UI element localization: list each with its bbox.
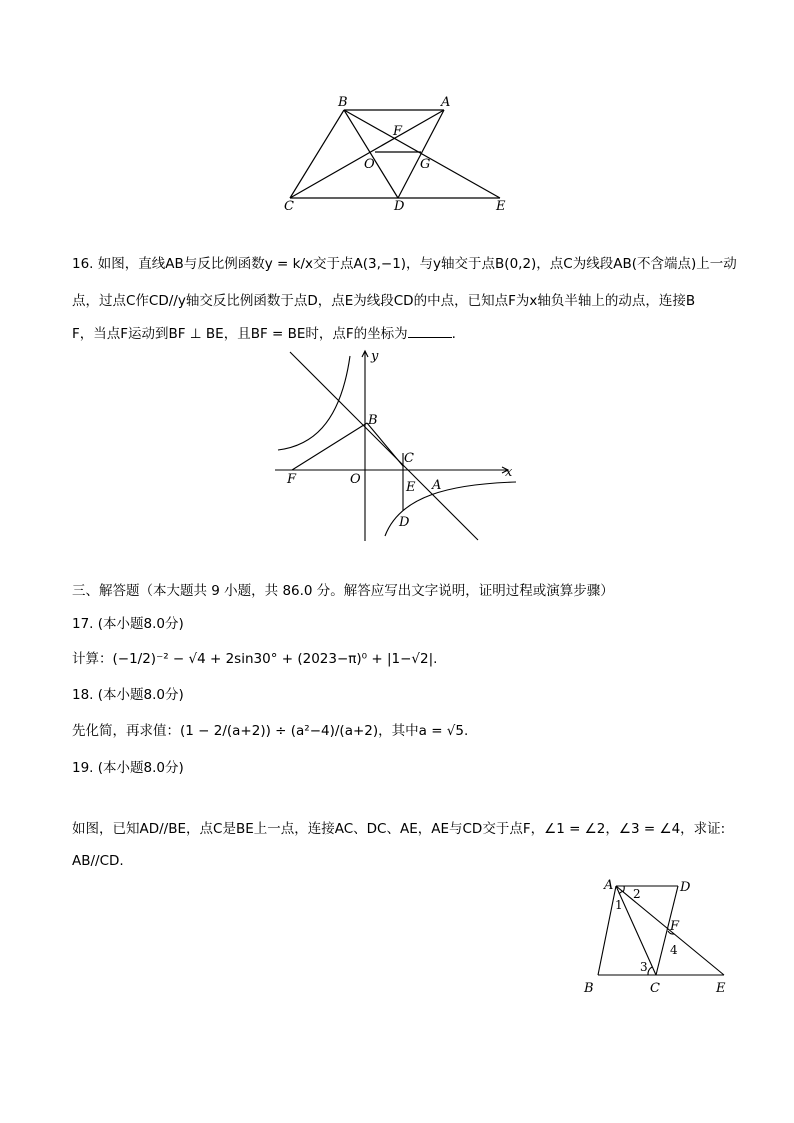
- label-C: C: [284, 199, 294, 214]
- segment-BE: [367, 423, 403, 466]
- label-C: C: [650, 981, 660, 996]
- label-F: F: [393, 124, 403, 139]
- label-E: E: [496, 199, 506, 214]
- line-AB: [290, 352, 478, 540]
- figure-15-geometry: [270, 88, 520, 218]
- segment-AB: [598, 886, 616, 975]
- hyperbola-branch-upper-left: [278, 356, 350, 450]
- label-D: D: [680, 880, 691, 895]
- figure-16-coordinate-graph: [270, 346, 520, 546]
- label-B: B: [584, 981, 594, 996]
- question-18-body: 先化简，再求值：(1 − 2/(a+2)) ÷ (a²−4)/(a+2)，其中a = √5.: [72, 723, 469, 739]
- label-C: C: [404, 451, 414, 466]
- label-A: A: [604, 878, 614, 893]
- label-E: E: [716, 981, 726, 996]
- answer-blank[interactable]: [408, 323, 452, 338]
- question-16-line-2: 点，过点C作CD//y轴交反比例函数于点D，点E为线段CD的中点，已知点F为x轴负半轴上的动点，连接B: [72, 293, 696, 309]
- angle-label-2: 2: [633, 887, 641, 901]
- label-D: D: [399, 515, 410, 530]
- question-16-line-3-end: .: [451, 326, 456, 342]
- label-B: B: [338, 95, 348, 110]
- figure-19-geometry: [578, 872, 738, 1002]
- question-19-title: 19. (本小题8.0分): [72, 760, 184, 776]
- segment-BD: [344, 110, 398, 198]
- label-D: D: [394, 199, 405, 214]
- label-O: O: [350, 472, 361, 487]
- section-3-heading: 三、解答题（本大题共 9 小题，共 86.0 分。解答应写出文字说明，证明过程或演算步骤）: [72, 583, 614, 599]
- label-G: G: [420, 157, 431, 172]
- question-19-line-2: AB//CD.: [72, 853, 124, 869]
- question-17-title: 17. (本小题8.0分): [72, 616, 184, 632]
- question-19-line-1: 如图，已知AD//BE，点C是BE上一点，连接AC、DC、AE，AE与CD交于点F，∠1 = ∠2，∠3 = ∠4，求证:: [72, 821, 726, 837]
- angle-3-arc: [648, 967, 652, 975]
- segment-BC: [290, 110, 344, 198]
- angle-label-4: 4: [670, 943, 678, 957]
- question-18-title: 18. (本小题8.0分): [72, 687, 184, 703]
- label-O: O: [364, 157, 375, 172]
- label-B: B: [368, 413, 378, 428]
- label-E: E: [406, 480, 416, 495]
- segment-FB: [292, 423, 367, 470]
- question-16-line-3-text: F，当点F运动到BF ⊥ BE，且BF = BE时，点F的坐标为: [72, 326, 408, 342]
- label-F: F: [287, 472, 297, 487]
- angle-2-arc: [623, 886, 624, 892]
- label-A: A: [432, 478, 442, 493]
- label-y: y: [371, 349, 379, 364]
- label-x: x: [505, 465, 513, 480]
- angle-label-1: 1: [615, 898, 623, 912]
- label-A: A: [441, 95, 451, 110]
- question-17-body: 计算：(−1/2)⁻² − √4 + 2sin30° + (2023−π)⁰ + |1−√2|.: [72, 651, 438, 667]
- question-16-line-1: 16. 如图，直线AB与反比例函数y = k/x交于点A(3,−1)，与y轴交于点B(0,2)，点C为线段AB(不含端点)上一动: [72, 256, 737, 272]
- question-16-line-3: [72, 323, 456, 344]
- angle-label-3: 3: [640, 960, 648, 974]
- label-F: F: [670, 919, 680, 934]
